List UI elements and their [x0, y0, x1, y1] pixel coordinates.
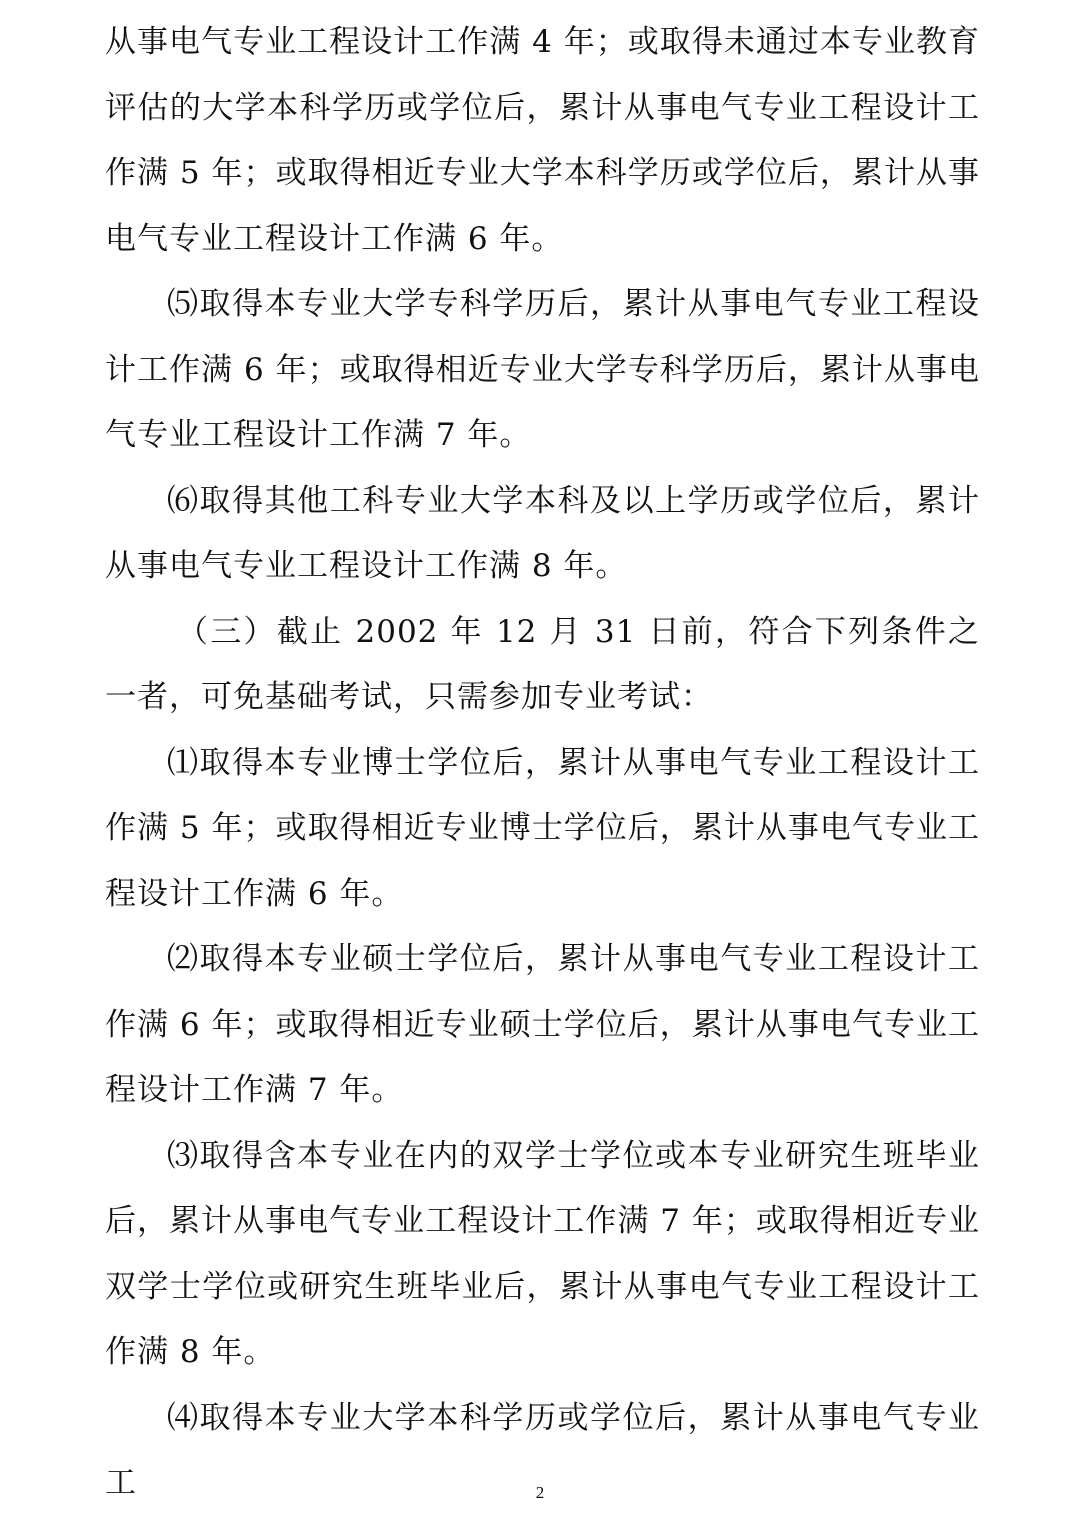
paragraph-section-three-item-2: ⑵取得本专业硕士学位后，累计从事电气专业工程设计工作满 6 年；或取得相近专业硕士学位后，累计从事电气专业工程设计工作满 7 年。 [105, 941, 980, 1108]
paragraph-continuation: 从事电气专业工程设计工作满 4 年；或取得未通过本专业教育评估的大学本科学历或学位后，累计从事电气专业工程设计工作满 5 年；或取得相近专业大学本科学历或学位后，累计从事电气专业工程设计工作满 6 年。 [105, 24, 980, 257]
paragraph-item-5: ⑸取得本专业大学专科学历后，累计从事电气专业工程设计工作满 6 年；或取得相近专业大学专科学历后，累计从事电气专业工程设计工作满 7 年。 [105, 286, 980, 453]
paragraph-item-6: ⑹取得其他工科专业大学本科及以上学历或学位后，累计从事电气专业工程设计工作满 8 年。 [105, 482, 980, 584]
paragraph-section-three-item-3: ⑶取得含本专业在内的双学士学位或本专业研究生班毕业后，累计从事电气专业工程设计工作满 7 年；或取得相近专业双学士学位或研究生班毕业后，累计从事电气专业工程设计工作满 8 年。 [105, 1137, 980, 1370]
page-number: 2 [535, 1483, 545, 1502]
paragraph-section-three-item-1: ⑴取得本专业博士学位后，累计从事电气专业工程设计工作满 5 年；或取得相近专业博士学位后，累计从事电气专业工程设计工作满 6 年。 [105, 744, 980, 912]
paragraph-section-three-item-4: ⑷取得本专业大学本科学历或学位后，累计从事电气专业工 [105, 1399, 980, 1501]
body-text [105, 10, 980, 1517]
paragraph-section-three: （三）截止 2002 年 12 月 31 日前，符合下列条件之一者，可免基础考试，只需参加专业考试： [105, 613, 980, 715]
